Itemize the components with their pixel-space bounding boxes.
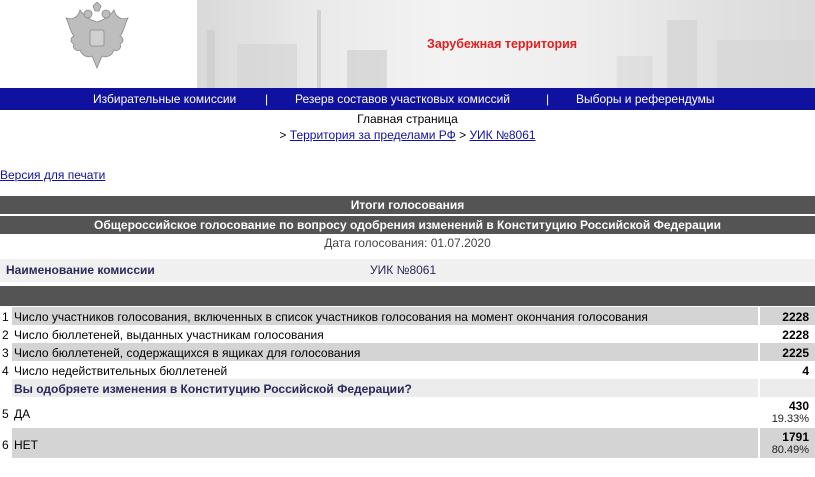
top-nav: [0, 88, 815, 110]
commission-name-label: Наименование комиссии: [6, 263, 155, 277]
answer-votes: 1791: [782, 430, 809, 444]
vote-date: [0, 236, 815, 250]
row-value: 4: [802, 364, 809, 378]
row-label: Число бюллетеней, содержащихся в ящиках для голосования: [14, 346, 361, 360]
answer-row-no: [0, 428, 815, 458]
question-row: [0, 379, 815, 397]
nav-separator: |: [546, 92, 550, 106]
table-row: [0, 361, 815, 379]
row-number: 2: [2, 328, 9, 342]
answer-votes: 430: [788, 399, 809, 413]
row-number: 5: [2, 407, 9, 421]
breadcrumb-arrow: >: [459, 128, 467, 142]
row-label: Число недействительных бюллетеней: [14, 364, 228, 378]
row-number: 1: [2, 310, 9, 324]
row-value: 2228: [782, 310, 809, 324]
table-row: [0, 307, 815, 325]
table-header-bar: [0, 286, 815, 306]
row-number: 3: [2, 346, 9, 360]
commission-name-value: УИК №8061: [370, 263, 437, 277]
row-label: Число бюллетеней, выданных участникам голосования: [14, 328, 324, 342]
region-title: Зарубежная территория: [427, 37, 578, 51]
commission-name-row: [0, 259, 815, 282]
row-value: 2228: [782, 328, 809, 342]
answer-row-yes: [0, 397, 815, 428]
question-text: Вы одобряете изменения в Конституцию Российской Федерации?: [14, 382, 412, 396]
breadcrumb-territory-link[interactable]: Территория за пределами РФ: [289, 128, 456, 142]
vote-date-value: 01.07.2020: [430, 236, 491, 250]
breadcrumb-arrow: >: [279, 128, 287, 142]
table-row: [0, 325, 815, 343]
breadcrumb: [0, 128, 815, 142]
vote-title: Общероссийское голосование по вопросу одобрения изменений в Конституцию Российской Федерации: [0, 216, 815, 234]
coat-of-arms-icon: [62, 2, 132, 74]
row-number: 4: [2, 364, 9, 378]
header-banner: [0, 0, 815, 88]
nav-item-elections[interactable]: Выборы и референдумы: [576, 92, 715, 106]
answer-percent: 19.33%: [771, 413, 809, 425]
row-label: Число участников голосования, включенных в список участников голосования на момент окончания голосования: [14, 310, 648, 324]
answer-percent: 80.49%: [771, 444, 809, 456]
home-page-label: Главная страница: [357, 112, 458, 126]
answer-label: НЕТ: [14, 438, 38, 452]
table-row: [0, 343, 815, 361]
row-number: 6: [2, 438, 9, 452]
vote-date-label: Дата голосования:: [324, 236, 428, 250]
answer-label: ДА: [14, 407, 31, 421]
nav-item-commissions[interactable]: Избирательные комиссии: [93, 92, 237, 106]
row-value: 2225: [782, 346, 809, 360]
nav-separator: |: [265, 92, 269, 106]
results-section-title: Итоги голосования: [0, 196, 815, 214]
nav-item-reserve[interactable]: Резерв составов участковых комиссий: [295, 92, 511, 106]
breadcrumb-uik-link[interactable]: УИК №8061: [469, 128, 536, 142]
print-version-link[interactable]: Версия для печати: [0, 168, 106, 182]
